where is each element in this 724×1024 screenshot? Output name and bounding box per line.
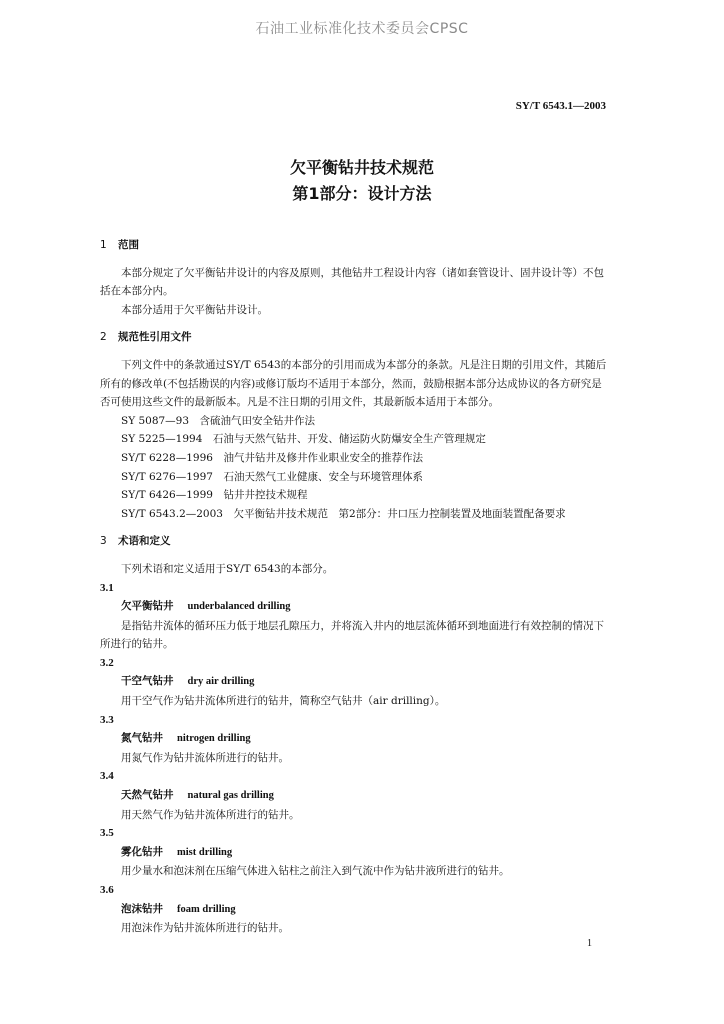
term-definition: 用干空气作为钻井流体所进行的钻井，简称空气钻井（air drilling）。 <box>121 695 446 708</box>
reference-item: SY/T 6543.2—2003 欠平衡钻井技术规范 第2部分：井口压力控制装置及地面装置配备要求 <box>121 507 566 520</box>
reference-item: SY/T 6276—1997 石油天然气工业健康、安全与环境管理体系 <box>121 470 423 483</box>
term-number: 3.5 <box>100 827 114 840</box>
section-number: 1 <box>100 239 107 251</box>
term-chinese: 雾化钻井 <box>121 845 163 858</box>
reference-item: SY 5225—1994 石油与天然气钻井、开发、储运防火防爆安全生产管理规定 <box>121 433 486 446</box>
term-english: foam drilling <box>177 903 236 915</box>
term-number: 3.6 <box>100 884 114 896</box>
paragraph: 下列文件中的条款通过SY/T 6543的本部分的引用而成为本部分的条款。凡是注日期的引用文件，其随后所有的修改单(不包括勘误的内容)或修订版均不适用于本部分，然而，鼓励根据本部分达成协议的各方研究是否可使用这些文件的最新版本。凡是不注日期的引用文件，其最新版本适用于本部分。 <box>100 358 607 409</box>
term-definition: 用少量水和泡沫剂在压缩气体进入钻柱之前注入到气流中作为钻井液所进行的钻井。 <box>121 865 510 878</box>
term-english: underbalanced drilling <box>187 601 291 613</box>
section-heading-terms-definitions <box>100 532 608 551</box>
term-chinese: 泡沫钻井 <box>121 902 163 915</box>
section-title: 范围 <box>118 239 139 251</box>
paragraph: 本部分适用于欠平衡钻井设计。 <box>121 303 268 316</box>
term-number: 3.2 <box>100 656 114 669</box>
term-chinese: 天然气钻井 <box>121 789 174 802</box>
term-english: mist drilling <box>177 846 233 858</box>
section-title: 术语和定义 <box>118 535 171 548</box>
term-chinese: 氮气钻井 <box>121 732 163 745</box>
reference-item: SY/T 6426—1999 钻井井控技术规程 <box>121 489 308 502</box>
term-definition: 用天然气作为钻井流体所进行的钻井。 <box>121 808 300 821</box>
section-title: 规范性引用文件 <box>118 331 192 344</box>
standard-number: SY/T 6543.1—2003 <box>515 100 606 112</box>
term-number: 3.4 <box>100 770 114 783</box>
paragraph: 本部分规定了欠平衡钻井设计的内容及原则，其他钻井工程设计内容（诸如套管设计、固井设计等）不包括在本部分内。 <box>100 266 604 298</box>
term-heading <box>100 597 608 617</box>
reference-item: SY 5087—93 含硫油气田安全钻井作法 <box>121 414 316 427</box>
section-heading-normative-references <box>100 328 608 347</box>
term-definition: 是指钻井流体的循环压力低于地层孔隙压力，并将流入井内的地层流体循环到地面进行有效控制的情况下所进行的钻井。 <box>100 619 604 651</box>
term-number: 3.1 <box>100 581 114 594</box>
document-title: 欠平衡钻井技术规范 <box>289 158 434 177</box>
reference-item: SY/T 6228—1996 油气井钻井及修井作业职业安全的推荐作法 <box>121 451 423 464</box>
term-heading <box>100 729 608 749</box>
term-chinese: 欠平衡钻井 <box>121 600 174 613</box>
term-english: nitrogen drilling <box>177 733 251 745</box>
term-english: natural gas drilling <box>187 790 274 802</box>
term-number: 3.3 <box>100 713 114 726</box>
section-heading-scope <box>100 236 608 255</box>
page-number: 1 <box>587 938 592 949</box>
document-subtitle: 第1部分：设计方法 <box>292 184 432 203</box>
term-heading <box>100 786 608 806</box>
term-heading <box>100 672 608 692</box>
paragraph: 下列术语和定义适用于SY/T 6543的本部分。 <box>121 562 334 575</box>
term-definition: 用泡沫作为钻井流体所进行的钻井。 <box>121 922 289 935</box>
watermark-header: 石油工业标准化技术委员会CPSC <box>255 21 469 37</box>
document-body <box>100 236 608 938</box>
term-english: dry air drilling <box>187 676 255 688</box>
section-number: 3 <box>100 535 107 548</box>
section-number: 2 <box>100 331 107 344</box>
term-heading <box>100 843 608 863</box>
term-heading <box>100 900 608 920</box>
term-definition: 用氮气作为钻井流体所进行的钻井。 <box>121 751 289 764</box>
term-chinese: 干空气钻井 <box>121 675 174 688</box>
